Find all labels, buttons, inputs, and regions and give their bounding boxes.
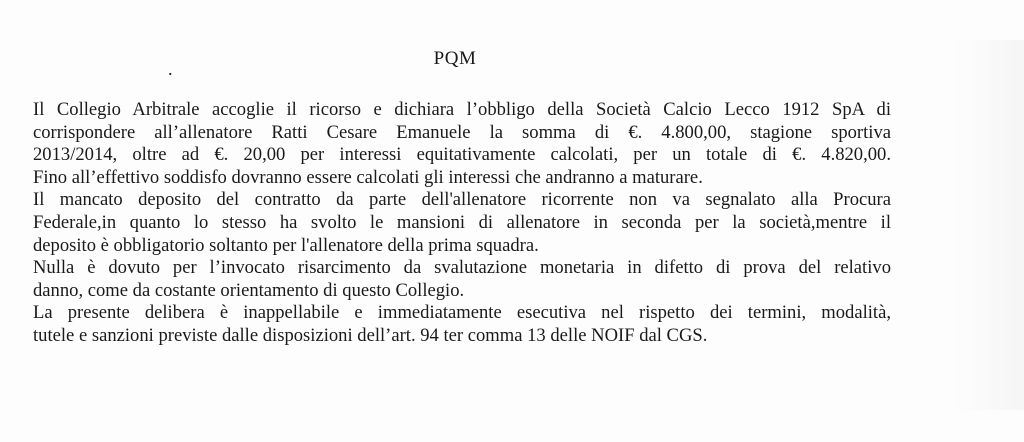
paragraph-line: deposito è obbligatorio soltanto per l'allenatore della prima squadra. (33, 234, 539, 256)
document-body (33, 99, 891, 348)
paragraph-line: tutele e sanzioni previste dalle disposizioni dell’art. 94 ter comma 13 delle NOIF dal CGS. (33, 324, 708, 346)
paragraph-line: Il Collegio Arbitrale accoglie il ricorso e dichiara l’obbligo della Società Calcio Lecco 1912 SpA di (33, 99, 891, 120)
stray-dot: . (168, 59, 173, 79)
paragraph-line: 2013/2014, oltre ad €. 20,00 per interessi equitativamente calcolati, per un totale di €. 4.820,00. (33, 144, 891, 166)
paragraph-line: Federale,in quanto lo stesso ha svolto le mansioni di allenatore in seconda per la società,mentre il (33, 211, 891, 233)
paragraph-line: corrispondere all’allenatore Ratti Cesare Emanuele la somma di €. 4.800,00, stagione sportiva (33, 121, 891, 143)
paragraph-line: La presente delibera è inappellabile e immediatamente esecutiva nel rispetto dei termini, modalità, (33, 302, 891, 324)
paragraph-line: Fino all’effettivo soddisfo dovranno essere calcolati gli interessi che andranno a maturare. (33, 166, 703, 188)
scan-edge-shading (954, 40, 1024, 410)
paragraph-line: Il mancato deposito del contratto da parte dell'allenatore ricorrente non va segnalato alla Procura (33, 189, 891, 211)
page-title: PQM (433, 48, 477, 69)
paragraph-line: danno, come da costante orientamento di questo Collegio. (33, 279, 465, 301)
paragraph-line: Nulla è dovuto per l’invocato risarcimento da svalutazione monetaria in difetto di prova del relativo (33, 257, 891, 279)
